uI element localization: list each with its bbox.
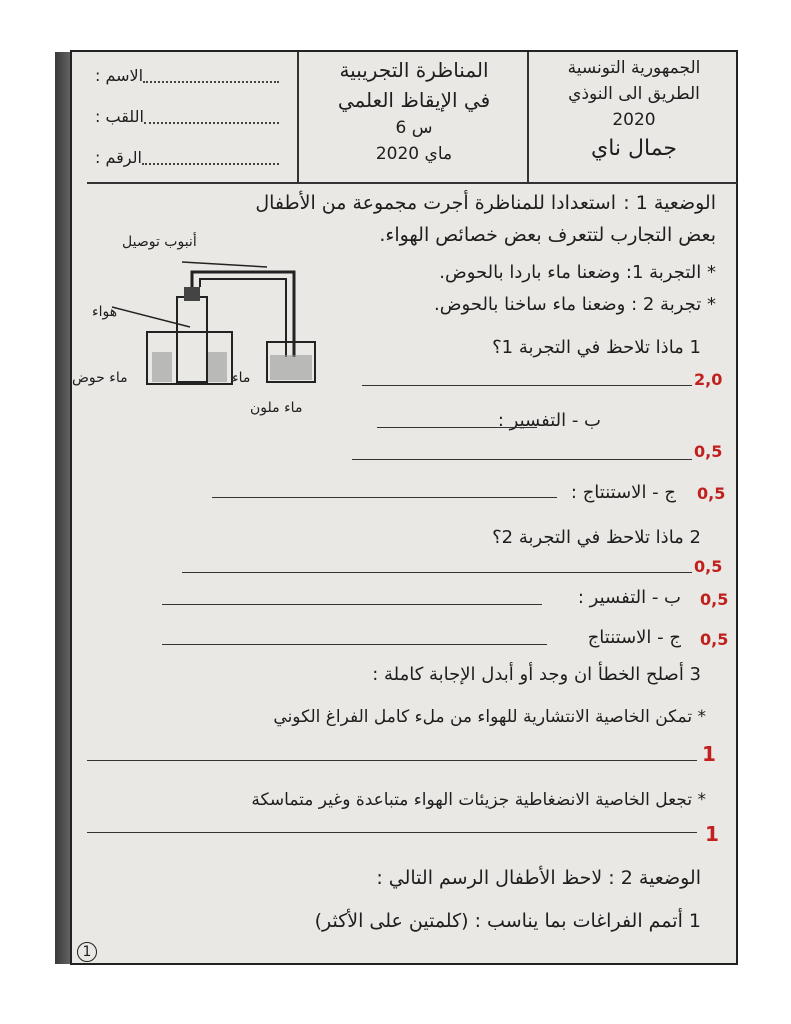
label-tube: أنبوب توصيل [122, 234, 197, 250]
exam-level: س 6 [395, 118, 433, 138]
name-label: الاسم : [95, 66, 144, 85]
answer-line-1b[interactable] [377, 427, 537, 428]
student-fields [87, 52, 297, 182]
mark-2a: 0,5 [694, 557, 723, 576]
teacher-signature: جمال ناي [590, 136, 678, 161]
mark-1a: 2,0 [694, 370, 723, 389]
school-name: الطريق الى النوذي [568, 84, 700, 104]
situation1-title: الوضعية 1 : [623, 192, 716, 214]
situation2-question-1: 1 أتمم الفراغات بما يناسب : (كلمتين على الأكثر) [314, 910, 701, 932]
label-air: هواء [92, 304, 118, 320]
label-water: ماء [232, 370, 251, 386]
exam-header [87, 52, 737, 184]
year: 2020 [612, 110, 656, 130]
situation1-intro-2: بعض التجارب لتتعرف بعض خصائص الهواء. [379, 224, 716, 246]
question-2: 2 ماذا تلاحظ في التجربة 2؟ [492, 527, 701, 548]
mark-1b: 0,5 [694, 442, 723, 461]
exam-info [297, 52, 529, 182]
question-3: 3 أصلح الخطأ ان وجد أو أبدل الإجابة كاملة : [372, 664, 701, 685]
question-2b: ب - التفسير : [577, 587, 681, 608]
answer-line-2b[interactable] [162, 604, 542, 605]
experiment-diagram [72, 237, 332, 477]
page-number: 1 [77, 942, 97, 962]
mark-2b: 0,5 [700, 590, 729, 609]
answer-line-2c[interactable] [162, 644, 547, 645]
answer-line-3b[interactable] [87, 832, 697, 833]
surname-label: اللقب : [95, 107, 144, 126]
answer-line-1a[interactable] [362, 385, 692, 386]
situation2-title: الوضعية 2 : لاحظ الأطفال الرسم التالي : [376, 867, 701, 889]
exam-title: المناظرة التجريبية [339, 58, 489, 82]
number-field[interactable] [95, 148, 289, 167]
surname-field[interactable] [95, 107, 289, 126]
mark-3a: 1 [702, 742, 716, 766]
question-1: 1 ماذا تلاحظ في التجربة 1؟ [492, 337, 701, 358]
label-colored-water: ماء ملون [250, 400, 303, 416]
experiment-2: * تجربة 2 : وضعنا ماء ساخنا بالحوض. [434, 294, 716, 315]
mark-3b: 1 [705, 822, 719, 846]
answer-line-3a[interactable] [87, 760, 697, 761]
situation1-intro-1: استعدادا للمناظرة أجرت مجموعة من الأطفال [255, 192, 616, 214]
statement-2: * تجعل الخاصية الانضغاطية جزيئات الهواء متباعدة وغير متماسكة [251, 790, 706, 810]
experiment-1: * التجربة 1: وضعنا ماء باردا بالحوض. [439, 262, 716, 283]
mark-1c: 0,5 [697, 484, 726, 503]
question-1c: ج - الاستنتاج : [570, 482, 676, 503]
answer-line-2a[interactable] [182, 572, 692, 573]
school-info [527, 52, 739, 182]
exam-sheet [70, 50, 738, 965]
answer-line-1b2[interactable] [352, 459, 692, 460]
question-1b: ب - التفسير : [497, 410, 601, 431]
answer-line-1c[interactable] [212, 497, 557, 498]
number-label: الرقم : [95, 148, 142, 167]
question-2c: ج - الاستنتاج [587, 627, 681, 648]
country: الجمهورية التونسية [567, 58, 701, 78]
exam-subject: في الإيقاظ العلمي [337, 88, 491, 112]
exam-date: ماي 2020 [375, 144, 453, 164]
label-water-basin: ماء حوض [72, 370, 128, 386]
mark-2c: 0,5 [700, 630, 729, 649]
statement-1: * تمكن الخاصية الانتشارية للهواء من ملء كامل الفراغ الكوني [273, 707, 706, 727]
name-field[interactable] [95, 66, 289, 85]
